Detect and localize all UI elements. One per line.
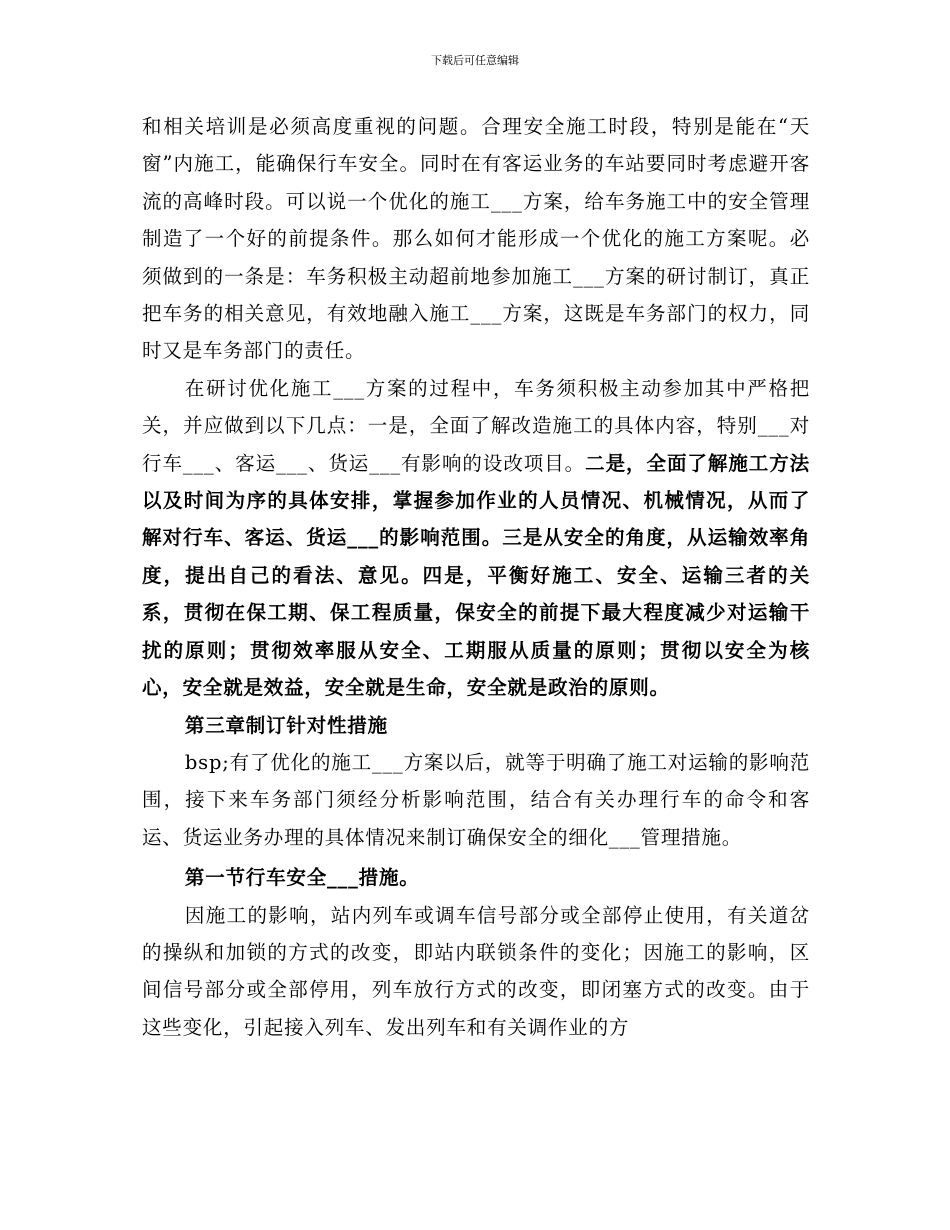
- paragraph-2-normal-text: 在研讨优化施工___方案的过程中，车务须积极主动参加其中严格把关，并应做到以下几点：一是，全面了解改造施工的具体内容，特别___对行车___、客运___、货运___有影响的设改项目。: [142, 376, 810, 475]
- paragraph-3: bsp;有了优化的施工___方案以后，就等于明确了施工对运输的影响范围，接下来车务部门须经分析影响范围，结合有关办理行车的命令和客运、货运业务办理的具体情况来制订确保安全的细化___管理措施。: [142, 750, 810, 849]
- section-heading: 第一节行车安全___措施。: [184, 866, 420, 890]
- paragraph-2: [142, 370, 810, 707]
- chapter-heading: 第三章制订针对性措施: [184, 713, 388, 737]
- paragraph-2-bold-text: 二是，全面了解施工方法以及时间为序的具体安排，掌握参加作业的人员情况、机械情况，从而了解对行车、客运、货运___的影响范围。三是从安全的角度，从运输效率角度，提出自己的看法、意见。四是，平衡好施工、安全、运输三者的关系，贯彻在保工期、保工程质量，保安全的前提下最大程度减少对运输干扰的原则；贯彻效率服从安全、工期服从质量的原则；贯彻以安全为核心，安全就是效益，安全就是生命，安全就是政治的原则。: [142, 451, 810, 700]
- document-body: [142, 108, 810, 1046]
- paragraph-4: 因施工的影响，站内列车或调车信号部分或全部停止使用，有关道岔的操纵和加锁的方式的改变，即站内联锁条件的变化；因施工的影响，区间信号部分或全部停用，列车放行方式的改变，即闭塞方式的改变。由于这些变化，引起接入列车、发出列车和有关调作业的方: [142, 903, 810, 1039]
- page-header: 下载后可任意编辑: [431, 54, 519, 67]
- paragraph-1: 和相关培训是必须高度重视的问题。合理安全施工时段，特别是能在“天窗”内施工，能确保行车安全。同时在有客运业务的车站要同时考虑避开客流的高峰时段。可以说一个优化的施工___方案，给车务施工中的安全管理制造了一个好的前提条件。那么如何才能形成一个优化的施工方案呢。必须做到的一条是：车务积极主动超前地参加施工___方案的研讨制订，真正把车务的相关意见，有效地融入施工___方案，这既是车务部门的权力，同时又是车务部门的责任。: [142, 115, 810, 363]
